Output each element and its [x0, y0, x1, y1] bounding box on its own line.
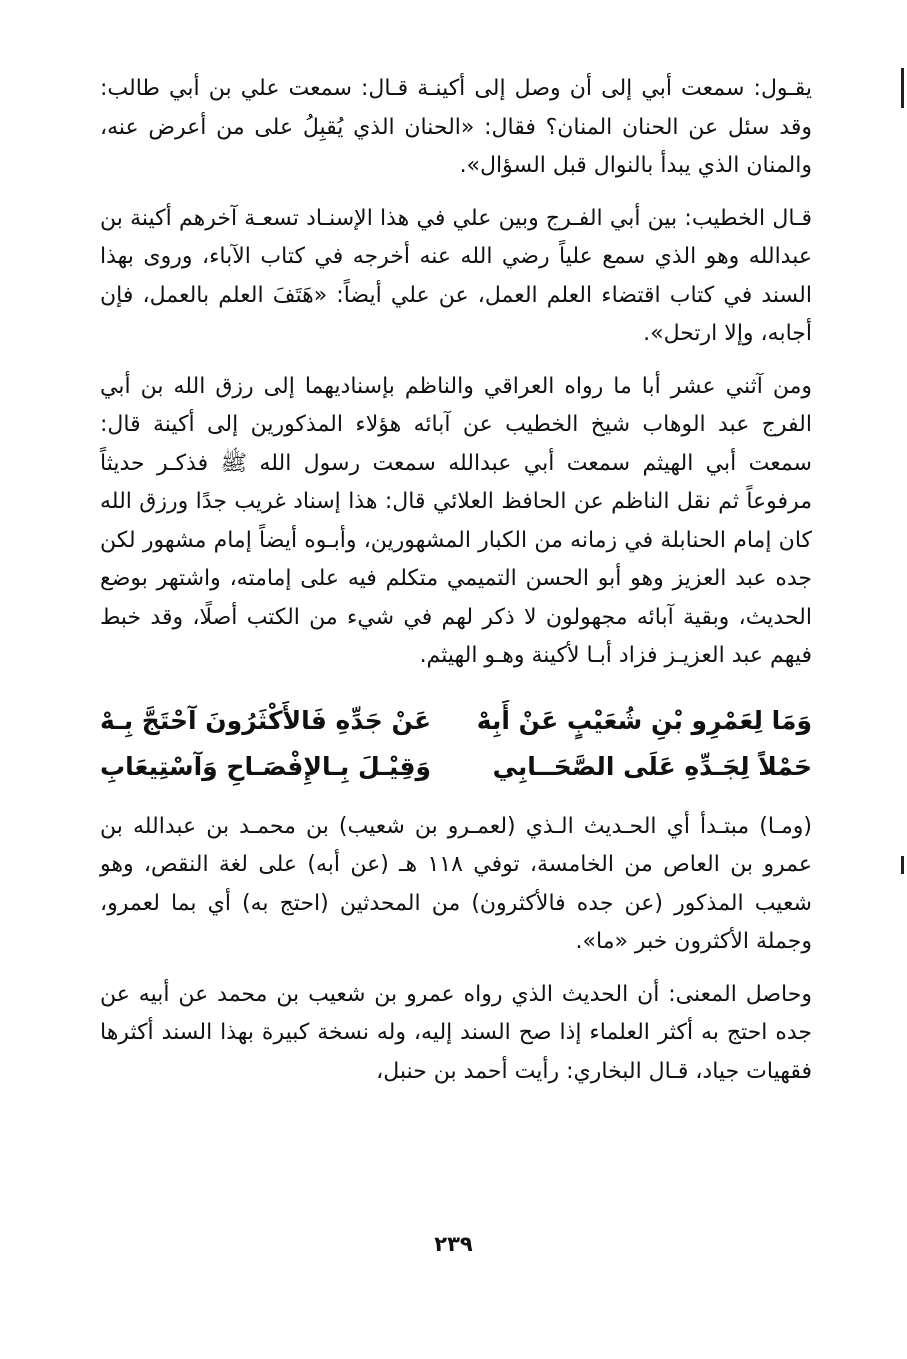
paragraph-1: يقـول: سمعت أبي إلى أن وصل إلى أكينـة قـال: سمعت علي بن أبي طالب: وقد سئل عن الحنان المنان؟ فقال: «الحنان الذي يُقبِلُ على من أعرض عنه، والمنان الذي يبدأ بالنوال قبل السؤال». — [100, 76, 812, 178]
paragraph-4: (ومـا) مبتـدأ أي الحـديث الـذي (لعمـرو بن شعيب) بن محمـد بن عبدالله بن عمرو بن العاص من الخامسة، توفي ١١٨ هـ (عن أبه) على لغة النقص، وهو شعيب المذكور (عن جده فالأكثرون) من المحدثين (احتج به) أي بما لعمرو، وجملة الأكثرون خبر «ما». — [100, 813, 812, 954]
page-number: ٢٣٩ — [434, 1232, 473, 1256]
paragraph-3: ومن آثني عشر أبا ما رواه العراقي والناظم بإسناديهما إلى رزق الله بن أبي الفرج عبد الوهاب شيخ الخطيب عن آبائه هؤلاء المذكورين إلى أكينة قال: سمعت أبي الهيثم سمعت أبي عبدالله سمعت رسول الله ﷺ فذكـر حديثاً مرفوعاً ثم نقل الناظم عن الحافظ العلائي قال: هذا إسناد غريب جدًا ورزق الله كان إمام الحنابلة في زمانه من الكبار المشهورين، وأبـوه أيضاً إمام مشهور لكن جده عبد العزيز وهو أبو الحسن التميمي متكلم فيه على إمامته، واشتهر بوضع الحديث، وبقية آبائه مجهولون لا ذكر لهم في شيء من الكتب أصلًا، وقد خبط فيهم عبد العزيـز فزاد أبـا لأكينة وهـو الهيثم. — [100, 373, 812, 668]
poem-verse — [100, 698, 812, 790]
page-content — [100, 70, 812, 1091]
verse-line-1 — [100, 698, 812, 744]
page-edge-mark-top — [901, 68, 904, 108]
verse-2-first-hemistich: حَمْلاً لِجَـدِّهِ عَلَى الصَّحَــابِي — [492, 751, 812, 781]
paragraph-2: قـال الخطيب: بين أبي الفـرج وبين علي في هذا الإسنـاد تسعـة آخرهم أكينة بن عبدالله وهو الذي سمع علياً رضي الله عنه أخرجه في كتاب الآباء، وروى بهذا السند في كتاب اقتضاء العلم العمل، عن علي أيضاً: «هَتَفَ العلم بالعمل، فإن أجابه، وإلا ارتحل». — [100, 205, 812, 346]
verse-1-first-hemistich: وَمَا لِعَمْرِو بْنِ شُعَيْبٍ عَنْ أَبِهْ — [476, 705, 812, 735]
verse-2-second-hemistich: وَقِيْـلَ بِـالإِفْصَـاحِ وَآسْتِيعَابِ — [100, 751, 431, 781]
verse-line-2 — [100, 744, 812, 790]
paragraph-5: وحاصل المعنى: أن الحديث الذي رواه عمرو بن شعيب بن محمد عن أبيه عن جده احتج به أكثر العلماء إذا صح السند إليه، وله نسخة كبيرة بهذا السند أكثرها فقهيات جياد، قـال البخاري: رأيت أحمد بن حنبل، — [100, 981, 812, 1084]
verse-1-second-hemistich: عَنْ جَدِّهِ فَالأَكْثَرُونَ آحْتَجَّ بِـهْ — [100, 705, 432, 735]
page-edge-mark-middle — [901, 856, 904, 874]
